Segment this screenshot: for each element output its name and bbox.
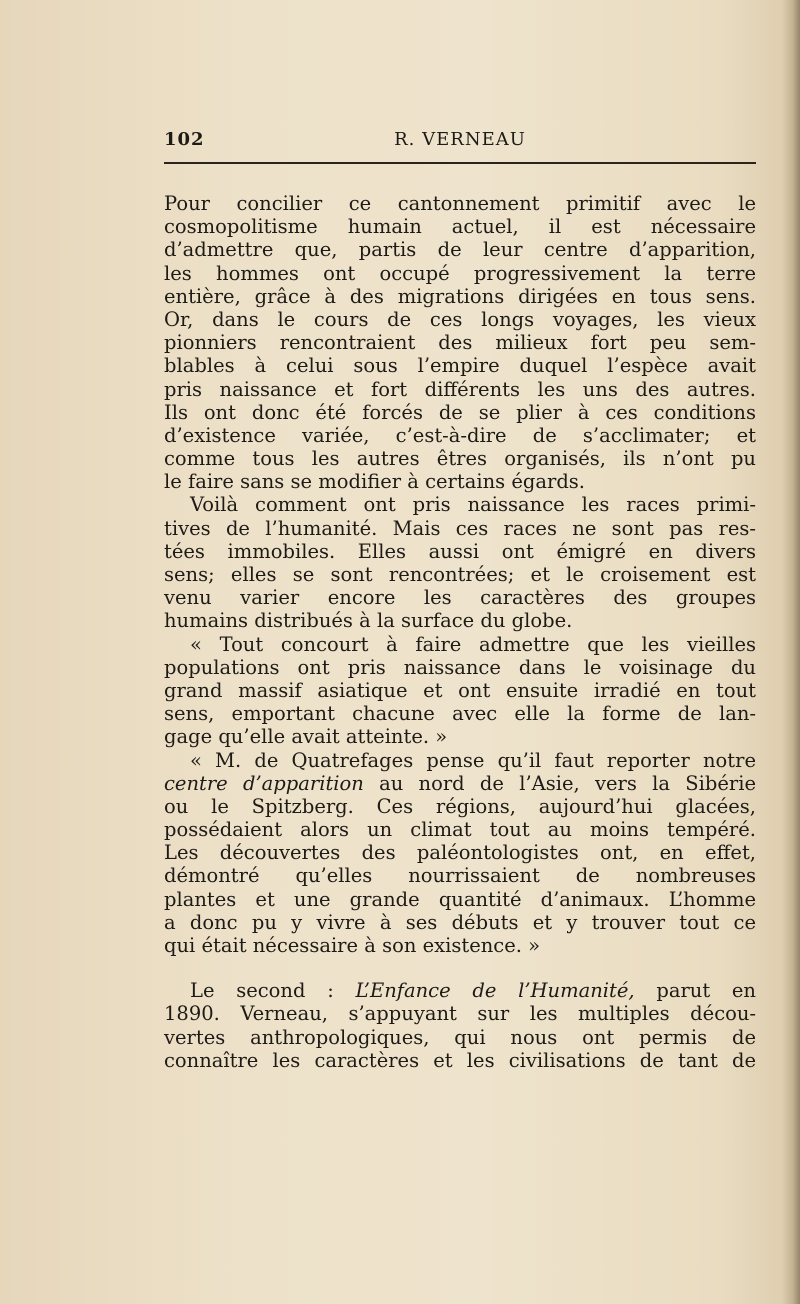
- text-segment: le faire sans se modifier à certains égards.: [164, 470, 586, 494]
- text-segment: tées immobiles. Elles aussi ont émigré en divers: [164, 539, 756, 563]
- text-segment: cosmopolitisme humain actuel, il est nécessaire: [164, 215, 756, 239]
- paragraph: [164, 749, 756, 958]
- text-line: [164, 308, 756, 331]
- text-line: [164, 401, 756, 424]
- paragraph: [164, 192, 756, 493]
- text-segment: Or, dans le cours de ces longs voyages, les vieux: [164, 307, 756, 331]
- text-line: [164, 215, 756, 238]
- text-line: [164, 679, 756, 702]
- text-segment: Voilà comment ont pris naissance les races primi-: [190, 493, 756, 517]
- text-line: [164, 841, 756, 864]
- text-segment: connaître les caractères et les civilisations de tant de: [164, 1048, 756, 1072]
- text-line: [164, 633, 756, 656]
- text-line: [164, 331, 756, 354]
- text-segment: « M. de Quatrefages pense qu’il faut reporter notre: [190, 748, 756, 772]
- text-line: [164, 911, 756, 934]
- paragraph: [164, 633, 756, 749]
- text-line: [164, 609, 756, 632]
- text-line: [164, 238, 756, 261]
- text-segment: pionniers rencontraient des milieux fort peu sem-: [164, 331, 756, 355]
- text-segment: tives de l’humanité. Mais ces races ne sont pas res-: [164, 516, 756, 540]
- paragraph-gap: [164, 957, 756, 979]
- page-spine-shadow: [782, 0, 800, 1304]
- text-line: [164, 586, 756, 609]
- paragraph: [164, 493, 756, 632]
- text-segment: démontré qu’elles nourrissaient de nombreuses: [164, 864, 756, 888]
- text-line: [164, 354, 756, 377]
- text-segment: d’existence variée, c’est-à-dire de s’acclimater; et: [164, 423, 756, 447]
- text-segment: d’admettre que, partis de leur centre d’apparition,: [164, 238, 756, 262]
- paragraph: [164, 979, 756, 1072]
- text-line: [164, 285, 756, 308]
- text-segment: Ils ont donc été forcés de se plier à ces conditions: [164, 400, 756, 424]
- text-line: [164, 864, 756, 887]
- text-segment: comme tous les autres êtres organisés, ils n’ont pu: [164, 447, 756, 471]
- italic-title: centre d’apparition: [164, 771, 364, 795]
- text-segment: qui était nécessaire à son existence. »: [164, 934, 541, 957]
- text-segment: humains distribués à la surface du globe.: [164, 609, 573, 633]
- text-line: [164, 749, 756, 772]
- text-line: [164, 772, 756, 795]
- text-line: [164, 725, 756, 748]
- text-line: [164, 818, 756, 841]
- text-segment: pris naissance et fort différents les uns des autres.: [164, 377, 756, 401]
- text-line: [164, 979, 756, 1002]
- page-number: 102: [164, 129, 205, 150]
- text-line: [164, 378, 756, 401]
- text-line: [164, 1026, 756, 1049]
- text-segment: Le second :: [190, 979, 356, 1003]
- text-line: [164, 540, 756, 563]
- text-line: [164, 262, 756, 285]
- header-rule: [164, 162, 756, 164]
- text-segment: Pour concilier ce cantonnement primitif avec le: [164, 192, 756, 215]
- text-segment: au nord de l’Asie, vers la Sibérie: [363, 771, 756, 795]
- text-segment: vertes anthropologiques, qui nous ont permis de: [164, 1025, 756, 1049]
- running-head: R. VERNEAU: [394, 129, 526, 150]
- text-line: [164, 447, 756, 470]
- text-segment: sens, emportant chacune avec elle la forme de lan-: [164, 702, 756, 726]
- text-line: [164, 424, 756, 447]
- text-line: [164, 795, 756, 818]
- text-segment: les hommes ont occupé progressivement la terre: [164, 261, 756, 285]
- text-segment: a donc pu y vivre à ses débuts et y trouver tout ce: [164, 910, 756, 934]
- text-segment: blables à celui sous l’empire duquel l’espèce avait: [164, 354, 756, 378]
- text-segment: sens; elles se sont rencontrées; et le croisement est: [164, 563, 756, 586]
- text-segment: 1890. Verneau, s’appuyant sur les multiples décou-: [164, 1002, 756, 1026]
- text-line: [164, 656, 756, 679]
- body-text: [164, 192, 756, 1072]
- text-line: [164, 934, 756, 957]
- text-segment: entière, grâce à des migrations dirigées en tous sens.: [164, 284, 756, 308]
- text-segment: Les découvertes des paléontologistes ont, en effet,: [164, 841, 756, 865]
- text-line: [164, 192, 756, 215]
- text-line: [164, 888, 756, 911]
- text-segment: plantes et une grande quantité d’animaux. L’homme: [164, 887, 756, 911]
- text-line: [164, 1049, 756, 1072]
- text-segment: parut en: [634, 979, 756, 1003]
- text-segment: gage qu’elle avait atteinte. »: [164, 725, 448, 749]
- text-segment: ou le Spitzberg. Ces régions, aujourd’hui glacées,: [164, 794, 756, 818]
- text-segment: venu varier encore les caractères des groupes: [164, 586, 756, 610]
- text-segment: grand massif asiatique et ont ensuite irradié en tout: [164, 678, 756, 702]
- italic-title: L’Enfance de l’Humanité,: [355, 979, 635, 1003]
- text-line: [164, 470, 756, 493]
- page-header: [164, 128, 756, 152]
- text-segment: populations ont pris naissance dans le voisinage du: [164, 655, 756, 679]
- text-line: [164, 1002, 756, 1025]
- text-line: [164, 702, 756, 725]
- text-line: [164, 493, 756, 516]
- text-segment: possédaient alors un climat tout au moins tempéré.: [164, 818, 756, 842]
- text-line: [164, 517, 756, 540]
- text-segment: « Tout concourt à faire admettre que les vieilles: [190, 632, 756, 656]
- text-line: [164, 563, 756, 586]
